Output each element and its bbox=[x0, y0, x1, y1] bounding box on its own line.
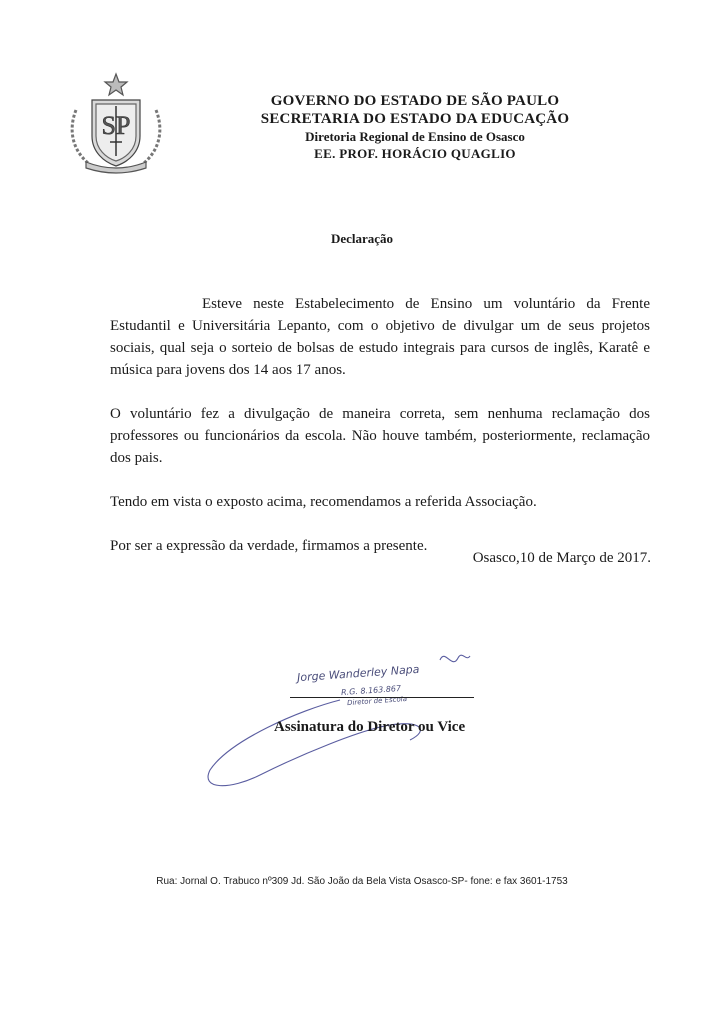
body-paragraph: O voluntário fez a divulgação de maneira correta, sem nenhuma reclamação dos professores ou funcionários da escola. Não houve também, posteriormente, reclamação dos pais. bbox=[110, 406, 650, 466]
body-paragraph: Esteve neste Estabelecimento de Ensino um voluntário da Frente Estudantil e Universitária Lepanto, com o objetivo de divulgar um de seus projetos sociais, qual seja o sorteio de bolsas de estudo integrais para cursos de inglês, Karatê e música para jovens dos 14 aos 17 anos. bbox=[110, 296, 650, 378]
signature-stamp-name: Jorge Wanderley Napa bbox=[296, 662, 420, 685]
sao-paulo-state-seal bbox=[62, 70, 170, 178]
signature-caption: Assinatura do Diretor ou Vice bbox=[274, 719, 466, 735]
address-footer: Rua: Jornal O. Trabuco nº309 Jd. São João da Bela Vista Osasco-SP- fone: e fax 3601-1753 bbox=[156, 876, 568, 887]
declaration-body bbox=[110, 293, 650, 579]
body-paragraph: Por ser a expressão da verdade, firmamos a presente. bbox=[110, 538, 428, 554]
regional-directorate-line: Diretoria Regional de Ensino de Osasco bbox=[305, 129, 525, 144]
letterhead bbox=[200, 92, 630, 162]
secretariat-line: SECRETARIA DO ESTADO DA EDUCAÇÃO bbox=[260, 111, 570, 127]
signature-line bbox=[290, 697, 474, 698]
signature-stamp-role: Diretor de Escola bbox=[346, 694, 408, 708]
seal-letters: SP bbox=[101, 111, 131, 140]
document-title: Declaração bbox=[330, 231, 394, 246]
place-and-date: Osasco,10 de Março de 2017. bbox=[472, 550, 651, 566]
school-name-line: EE. PROF. HORÁCIO QUAGLIO bbox=[314, 146, 516, 161]
body-paragraph: Tendo em vista o exposto acima, recomendamos a referida Associação. bbox=[110, 494, 537, 510]
signature-stamp-rg: R.G. 8.163.867 bbox=[340, 683, 402, 698]
government-line: GOVERNO DO ESTADO DE SÃO PAULO bbox=[270, 93, 560, 109]
